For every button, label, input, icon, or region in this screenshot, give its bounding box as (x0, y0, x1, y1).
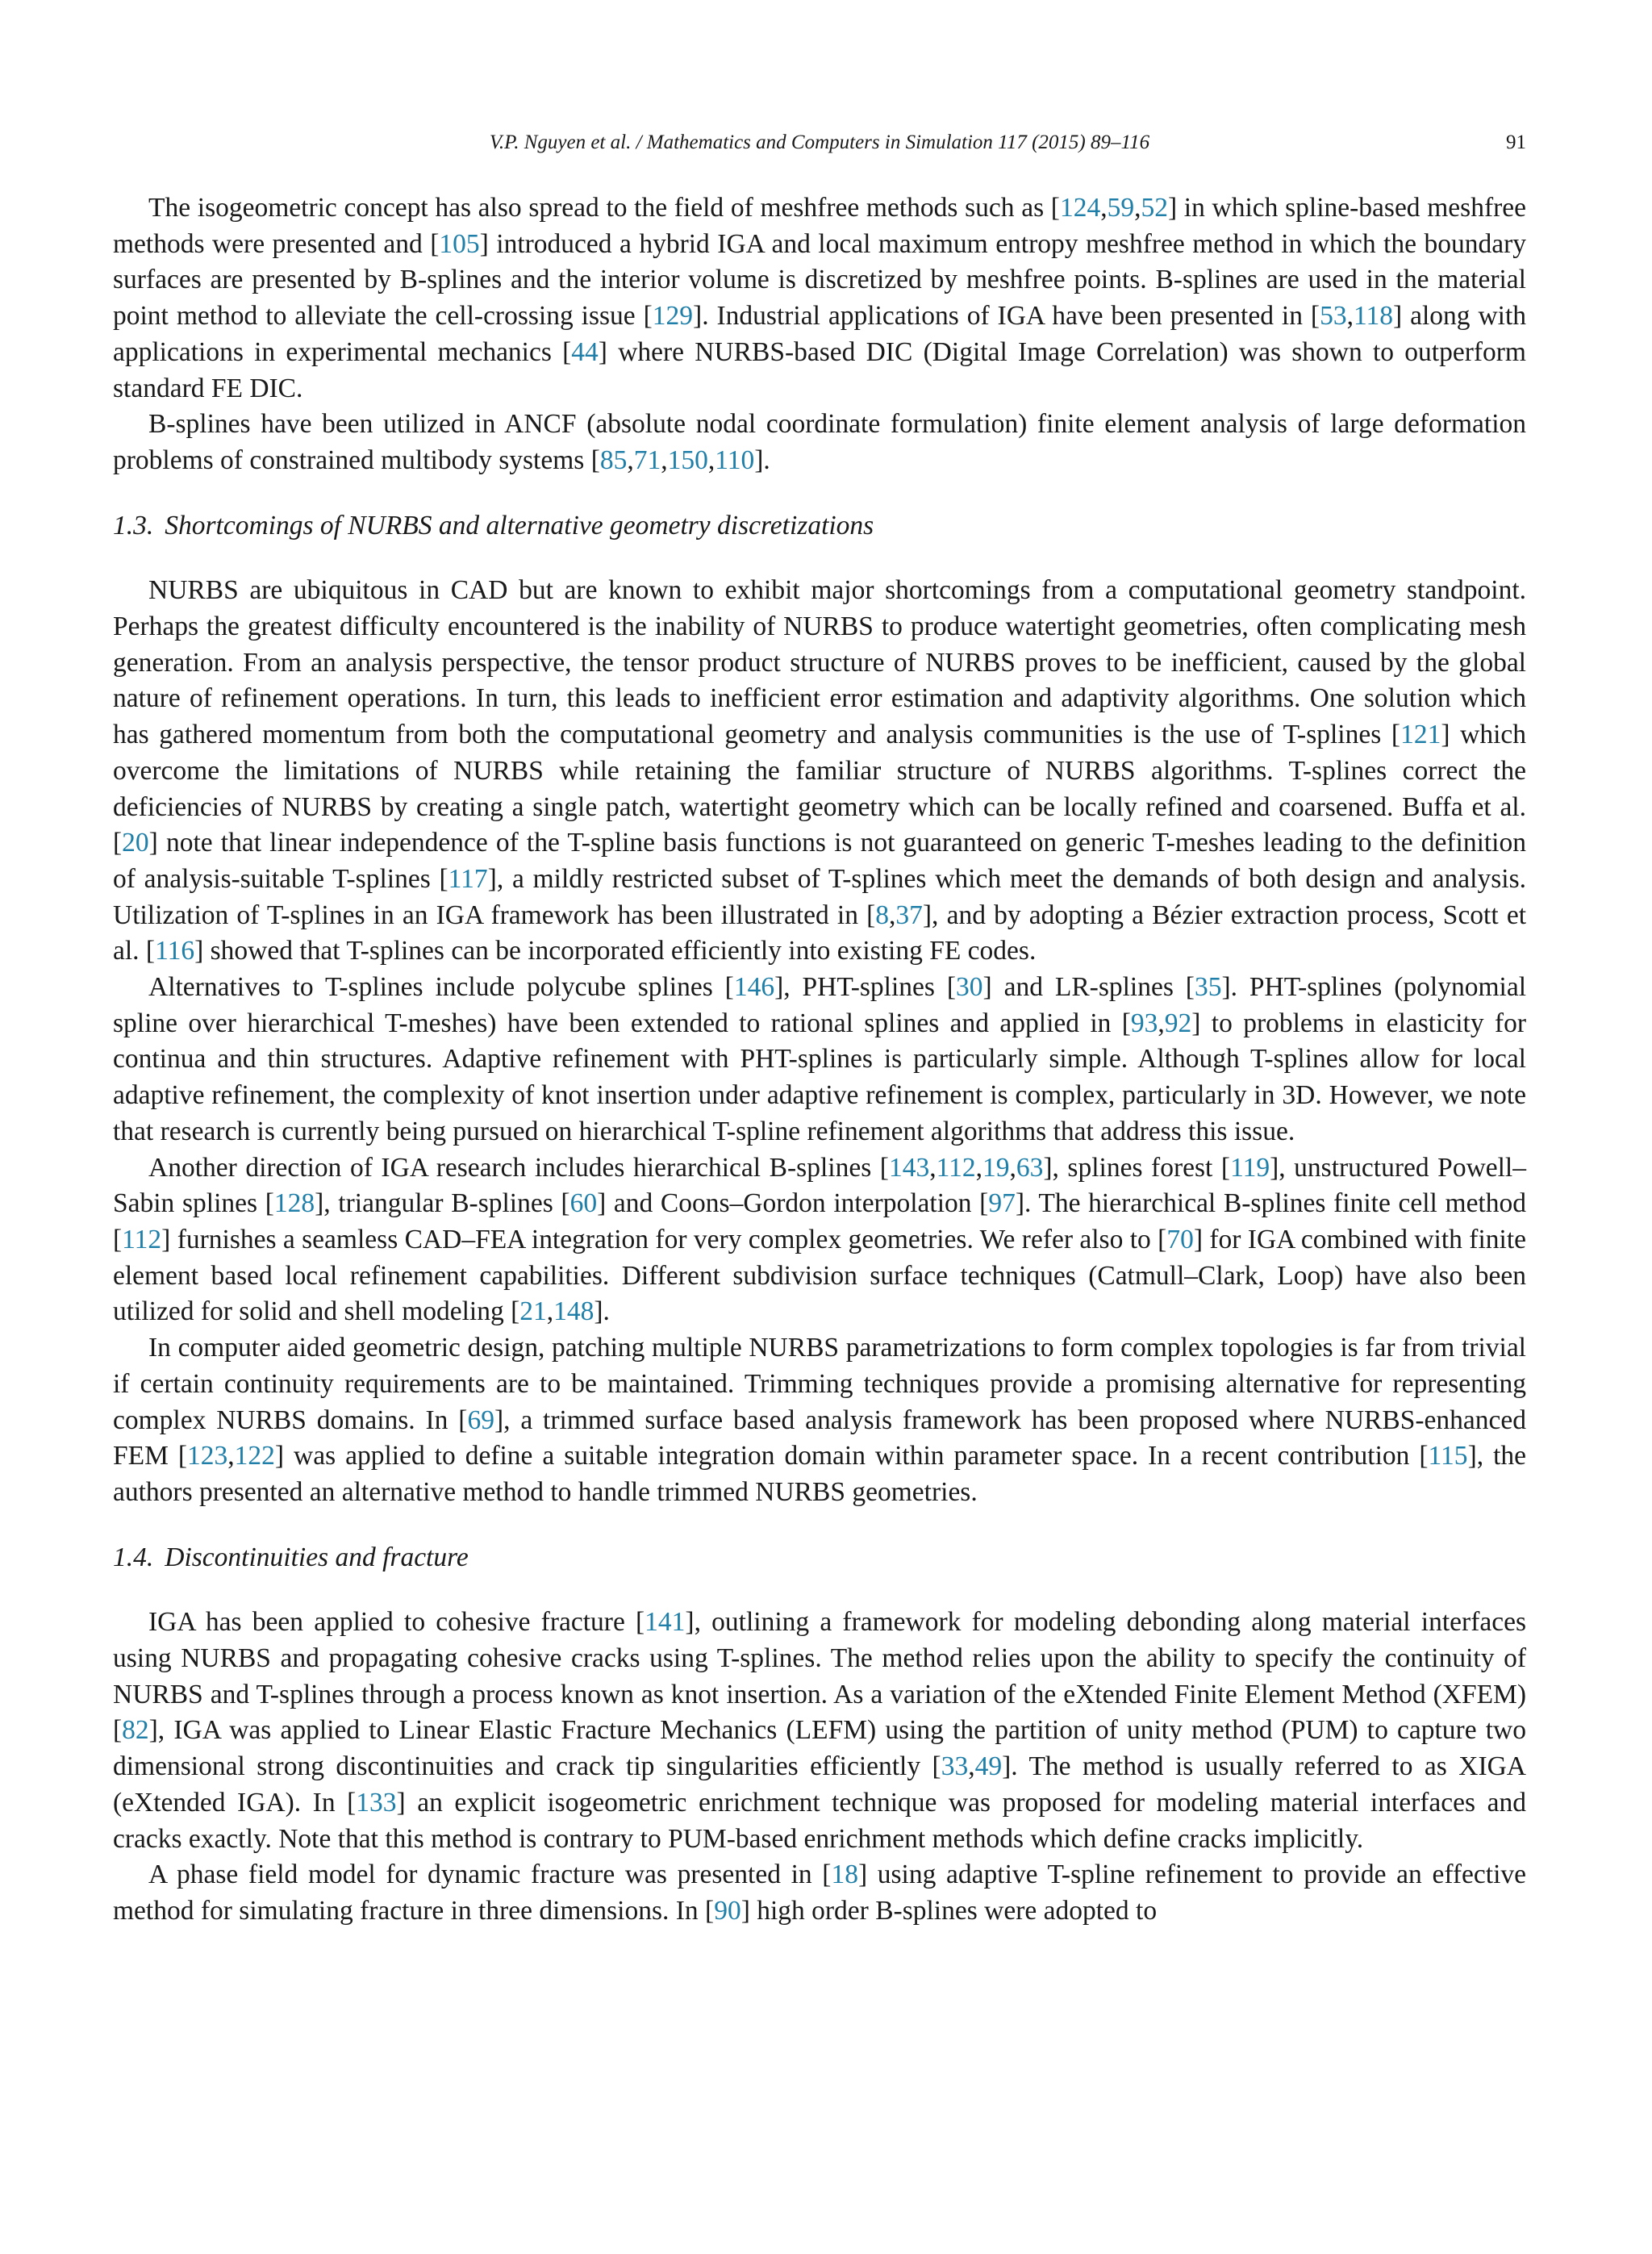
text-run: ] showed that T-splines can be incorporated efficiently into existing FE codes. (194, 936, 1037, 966)
text-run: ], IGA was applied to Linear Elastic Fracture Mechanics (LEFM) using the partition of unity method (PUM) to capture two dimensional strong discontinuities and crack tip singularities efficiently [ (113, 1715, 1526, 1782)
citation-link[interactable]: 124 (1059, 193, 1101, 223)
citation-link[interactable]: 92 (1164, 1008, 1192, 1038)
citation-link[interactable]: 118 (1353, 301, 1393, 332)
text-run: ], PHT-splines [ (774, 972, 957, 1003)
text-run: ]. Industrial applications of IGA have been presented in [ (693, 301, 1320, 332)
text-run: ] introduced a hybrid IGA and local maximum entropy meshfree method in which the boundary surfaces are presented by B-splines and the interior volume is discretized by meshfree points. B-splines are used in the material point method to alleviate the cell-crossing issue [ (113, 228, 1526, 332)
citation-link[interactable]: 85 (599, 445, 628, 475)
text-run: ] furnishes a seamless CAD–FEA integration for very complex geometries. We refer also to [ (161, 1224, 1167, 1254)
running-head (113, 131, 1526, 164)
text-run: Another direction of IGA research includes hierarchical B-splines [ (148, 1152, 889, 1183)
citation-link[interactable]: 116 (155, 936, 195, 966)
text-run: Alternatives to T-splines include polycube splines [ (148, 972, 734, 1003)
text-run: ]. PHT-splines (polynomial spline over hierarchical T-meshes) have been extended to rational splines and applied in [ (113, 972, 1526, 1038)
citation-link[interactable]: 49 (974, 1751, 1003, 1782)
citation-link[interactable]: 82 (122, 1715, 149, 1746)
text-run: ], triangular B-splines [ (315, 1188, 570, 1219)
text-run: A phase field model for dynamic fracture was presented in [ (148, 1860, 832, 1890)
citation-link[interactable]: 37 (895, 900, 923, 930)
text-run: ] where NURBS-based DIC (Digital Image Correlation) was shown to outperform standard FE DIC. (113, 336, 1526, 403)
citation-link[interactable]: 59 (1107, 193, 1135, 223)
text-run: ] along with applications in experimental mechanics [ (113, 301, 1527, 367)
text-run: ]. (594, 1296, 610, 1327)
text-run: ], a mildly restricted subset of T-splines which meet the demands of both design and analysis. Utilization of T-splines in an IGA framework has been illustrated in [ (113, 863, 1526, 930)
article-body (113, 190, 1526, 1930)
citation-link[interactable]: 117 (448, 863, 488, 894)
citation-link[interactable]: 150 (667, 445, 708, 475)
citation-link[interactable]: 70 (1166, 1224, 1194, 1254)
text-run: ] was applied to define a suitable integration domain within parameter space. In a recent contribution [ (274, 1441, 1429, 1471)
page-number: 91 (1506, 131, 1526, 153)
citation-link[interactable]: 133 (356, 1787, 397, 1818)
text-run: ], unstructured Powell–Sabin splines [ (113, 1152, 1526, 1219)
paragraph-tspline-alternatives: Alternatives to T-splines include polycube splines [146], PHT-splines [30] and LR-splines [35]. PHT-splines (polynomial spline over hierarchical T-meshes) have been extended to rational splines and applied in [93,92] to problems in elasticity for continua and thin structures. Adaptive refinement with PHT-splines is particularly simple. Although T-splines allow for local adaptive refinement, the complexity of knot insertion under adaptive refinement is complex, particularly in 3D. However, we note that research is currently being pursued on hierarchical T-spline refinement algorithms that address this issue. (113, 972, 1526, 1146)
citation-link[interactable]: 112 (936, 1152, 976, 1183)
citation-link[interactable]: 123 (187, 1441, 228, 1471)
citation-link[interactable]: 19 (982, 1152, 1010, 1183)
citation-link[interactable]: 143 (888, 1152, 930, 1183)
section-title: Shortcomings of NURBS and alternative geometry discretizations (165, 510, 874, 541)
text-run: ], outlining a framework for modeling debonding along material interfaces using NURBS and propagating cohesive cracks using T-splines. The method relies upon the ability to specify the continuity of NURBS and T-splines through a process known as knot insertion. As a variation of the eXtended Finite Element Method (XFEM) [ (113, 1607, 1526, 1746)
section-title: Discontinuities and fracture (165, 1542, 469, 1572)
text-run: ], a trimmed surface based analysis framework has been proposed where NURBS-enhanced FEM [ (113, 1405, 1526, 1471)
paragraph-phase-field (113, 1857, 1526, 1929)
text-run: B-splines have been utilized in ANCF (absolute nodal coordinate formulation) finite element analysis of large deformation problems of constrained multibody systems [ (113, 409, 1526, 475)
citation-link[interactable]: 141 (645, 1607, 686, 1638)
text-run: ] and Coons–Gordon interpolation [ (597, 1188, 989, 1219)
section-number: 1.4. (113, 1542, 154, 1572)
citation-link[interactable]: 60 (569, 1188, 598, 1219)
citation-link[interactable]: 148 (553, 1296, 594, 1327)
citation-link[interactable]: 110 (715, 445, 755, 475)
text-run: In computer aided geometric design, patching multiple NURBS parametrizations to form complex topologies is far from trivial if certain continuity requirements are to be maintained. Trimming techniques provide a promising alternative for representing complex NURBS domains. In [ (113, 1333, 1526, 1435)
text-run: ] high order B-splines were adopted to (740, 1895, 1158, 1926)
paragraph-hierarchical-bsplines: Another direction of IGA research includes hierarchical B-splines [143,112,19,63], splines forest [119], unstructured Powell–Sabin splines [128], triangular B-splines [60] and Coons–Gordon interpolation [97]. The hierarchical B-splines finite cell method [112] furnishes a seamless CAD–FEA integration for very complex geometries. We refer also to [70] for IGA combined with finite element based local refinement capabilities. Different subdivision surface techniques (Catmull–Clark, Loop) have also been utilized for solid and shell modeling [21,148]. (113, 1152, 1526, 1327)
text-run: ], splines forest [ (1043, 1152, 1231, 1183)
citation-link[interactable]: 30 (956, 972, 983, 1003)
citation-link[interactable]: 97 (988, 1188, 1016, 1219)
citation-link[interactable]: 90 (714, 1895, 741, 1926)
text-run: ] note that linear independence of the T-spline basis functions is not guaranteed on generic T-meshes leading to the definition of analysis-suitable T-splines [ (113, 828, 1526, 894)
citation-link[interactable]: 129 (652, 301, 694, 332)
citation-link[interactable]: 93 (1130, 1008, 1158, 1038)
text-run: ] for IGA combined with finite element based local refinement capabilities. Different subdivision surface techniques (Catmull–Clark, Loop) have also been utilized for solid and shell modeling [ (113, 1224, 1526, 1327)
citation-link[interactable]: 21 (519, 1296, 547, 1327)
text-run: ] using adaptive T-spline refinement to provide an effective method for simulating fracture in three dimensions. In [ (113, 1860, 1526, 1926)
citation-link[interactable]: 53 (1320, 301, 1347, 332)
text-run: ] in which spline-based meshfree methods were presented and [ (113, 193, 1527, 259)
citation-link[interactable]: 112 (122, 1224, 162, 1254)
text-run: ] to problems in elasticity for continua and thin structures. Adaptive refinement with PHT-splines is particularly simple. Although T-splines allow for local adaptive refinement, the complexity of knot insertion under adaptive refinement is complex, particularly in 3D. However, we note that research is currently being pursued on hierarchical T-spline refinement algorithms that address this issue. (113, 1008, 1526, 1146)
text-run: ], the authors presented an alternative method to handle trimmed NURBS geometries. (113, 1441, 1526, 1507)
journal-citation-line: V.P. Nguyen et al. / Mathematics and Computers in Simulation 117 (2015) 89–116 (489, 131, 1150, 153)
text-run: The isogeometric concept has also spread to the field of meshfree methods such as [ (148, 193, 1060, 223)
citation-link[interactable]: 122 (234, 1441, 275, 1471)
text-run: ], and by adopting a Bézier extraction process, Scott et al. [ (113, 900, 1527, 966)
citation-link[interactable]: 121 (1400, 720, 1441, 750)
citation-link[interactable]: 44 (571, 336, 599, 367)
citation-link[interactable]: 71 (633, 445, 661, 475)
text-run: ]. (754, 445, 770, 475)
section-number: 1.3. (113, 510, 154, 541)
section-heading-1-4 (113, 1540, 1526, 1576)
paragraph-trimming: In computer aided geometric design, patching multiple NURBS parametrizations to form complex topologies is far from trivial if certain continuity requirements are to be maintained. Trimming techniques provide a promising alternative for representing complex NURBS domains. In [69], a trimmed surface based analysis framework has been proposed where NURBS-enhanced FEM [123,122] was applied to define a suitable integration domain within parameter space. In a recent contribution [115], the authors presented an alternative method to handle trimmed NURBS geometries. (113, 1333, 1526, 1507)
paragraph-ancf: B-splines have been utilized in ANCF (absolute nodal coordinate formulation) finite element analysis of large deformation problems of constrained multibody systems [85,71,150,110]. (113, 409, 1526, 475)
citation-link[interactable]: 33 (941, 1751, 969, 1782)
citation-link[interactable]: 128 (273, 1188, 315, 1219)
text-run: ]. The method is usually referred to as XIGA (eXtended IGA). In [ (113, 1751, 1526, 1818)
citation-link[interactable]: 52 (1141, 193, 1168, 223)
section-heading-1-3 (113, 508, 1526, 545)
text-run: ] which overcome the limitations of NURBS while retaining the familiar structure of NURBS algorithms. T-splines correct the deficiencies of NURBS by creating a single patch, watertight geometry which can be locally refined and coarsened. Buffa et al. [ (113, 720, 1527, 858)
citation-link[interactable]: 63 (1016, 1152, 1044, 1183)
text-run: NURBS are ubiquitous in CAD but are known to exhibit major shortcomings from a computational geometry standpoint. Perhaps the greatest difficulty encountered is the inability of NURBS to produce watertight geometries, often complicating mesh generation. From an analysis perspective, the tensor product structure of NURBS proves to be inefficient, caused by the global nature of refinement operations. In turn, this leads to inefficient error estimation and adaptivity algorithms. One solution which has gathered momentum from both the computational geometry and analysis communities is the use of T-splines [ (113, 575, 1526, 750)
citation-link[interactable]: 115 (1428, 1441, 1468, 1471)
citation-link[interactable]: 146 (733, 972, 775, 1003)
paragraph-cohesive-fracture: IGA has been applied to cohesive fracture [141], outlining a framework for modeling debonding along material interfaces using NURBS and propagating cohesive cracks using T-splines. The method relies upon the ability to specify the continuity of NURBS and T-splines through a process known as knot insertion. As a variation of the eXtended Finite Element Method (XFEM) [82], IGA was applied to Linear Elastic Fracture Mechanics (LEFM) using the partition of unity method (PUM) to capture two dimensional strong discontinuities and crack tip singularities efficiently [33,49]. The method is usually referred to as XIGA (eXtended IGA). In [133] an explicit isogeometric enrichment technique was proposed for modeling material interfaces and cracks exactly. Note that this method is contrary to PUM-based enrichment methods which define cracks implicitly. (113, 1607, 1526, 1854)
citation-link[interactable]: 20 (122, 828, 149, 858)
citation-link[interactable]: 18 (831, 1860, 858, 1890)
citation-link[interactable]: 105 (439, 228, 480, 259)
citation-link[interactable]: 8 (875, 900, 890, 930)
citation-link[interactable]: 119 (1230, 1152, 1270, 1183)
paragraph-nurbs-shortcomings: NURBS are ubiquitous in CAD but are known to exhibit major shortcomings from a computational geometry standpoint. Perhaps the greatest difficulty encountered is the inability of NURBS to produce watertight geometries, often complicating mesh generation. From an analysis perspective, the tensor product structure of NURBS proves to be inefficient, caused by the global nature of refinement operations. In turn, this leads to inefficient error estimation and adaptivity algorithms. One solution which has gathered momentum from both the computational geometry and analysis communities is the use of T-splines [121] which overcome the limitations of NURBS while retaining the familiar structure of NURBS algorithms. T-splines correct the deficiencies of NURBS by creating a single patch, watertight geometry which can be locally refined and coarsened. Buffa et al. [20] note that linear independence of the T-spline basis functions is not guaranteed on generic T-meshes leading to the definition of analysis-suitable T-splines [117], a mildly restricted subset of T-splines which meet the demands of both design and analysis. Utilization of T-splines in an IGA framework has been illustrated in [8,37], and by adopting a Bézier extraction process, Scott et al. [116] showed that T-splines can be incorporated efficiently into existing FE codes. (113, 575, 1527, 966)
citation-link[interactable]: 35 (1194, 972, 1222, 1003)
citation-link[interactable]: 69 (467, 1405, 494, 1435)
text-run: ] an explicit isogeometric enrichment technique was proposed for modeling material interfaces and cracks exactly. Note that this method is contrary to PUM-based enrichment methods which define cracks implicitly. (113, 1787, 1526, 1854)
text-run: ] and LR-splines [ (982, 972, 1195, 1003)
paragraph-isogeometric-meshfree: The isogeometric concept has also spread to the field of meshfree methods such as [124,59,52] in which spline-based meshfree methods were presented and [105] introduced a hybrid IGA and local maximum entropy meshfree method in which the boundary surfaces are presented by B-splines and the interior volume is discretized by meshfree points. B-splines are used in the material point method to alleviate the cell-crossing issue [129]. Industrial applications of IGA have been presented in [53,118] along with applications in experimental mechanics [44] where NURBS-based DIC (Digital Image Correlation) was shown to outperform standard FE DIC. (113, 193, 1527, 403)
text-run: IGA has been applied to cohesive fracture [ (148, 1607, 645, 1638)
text-run: ]. The hierarchical B-splines finite cell method [ (113, 1188, 1526, 1254)
